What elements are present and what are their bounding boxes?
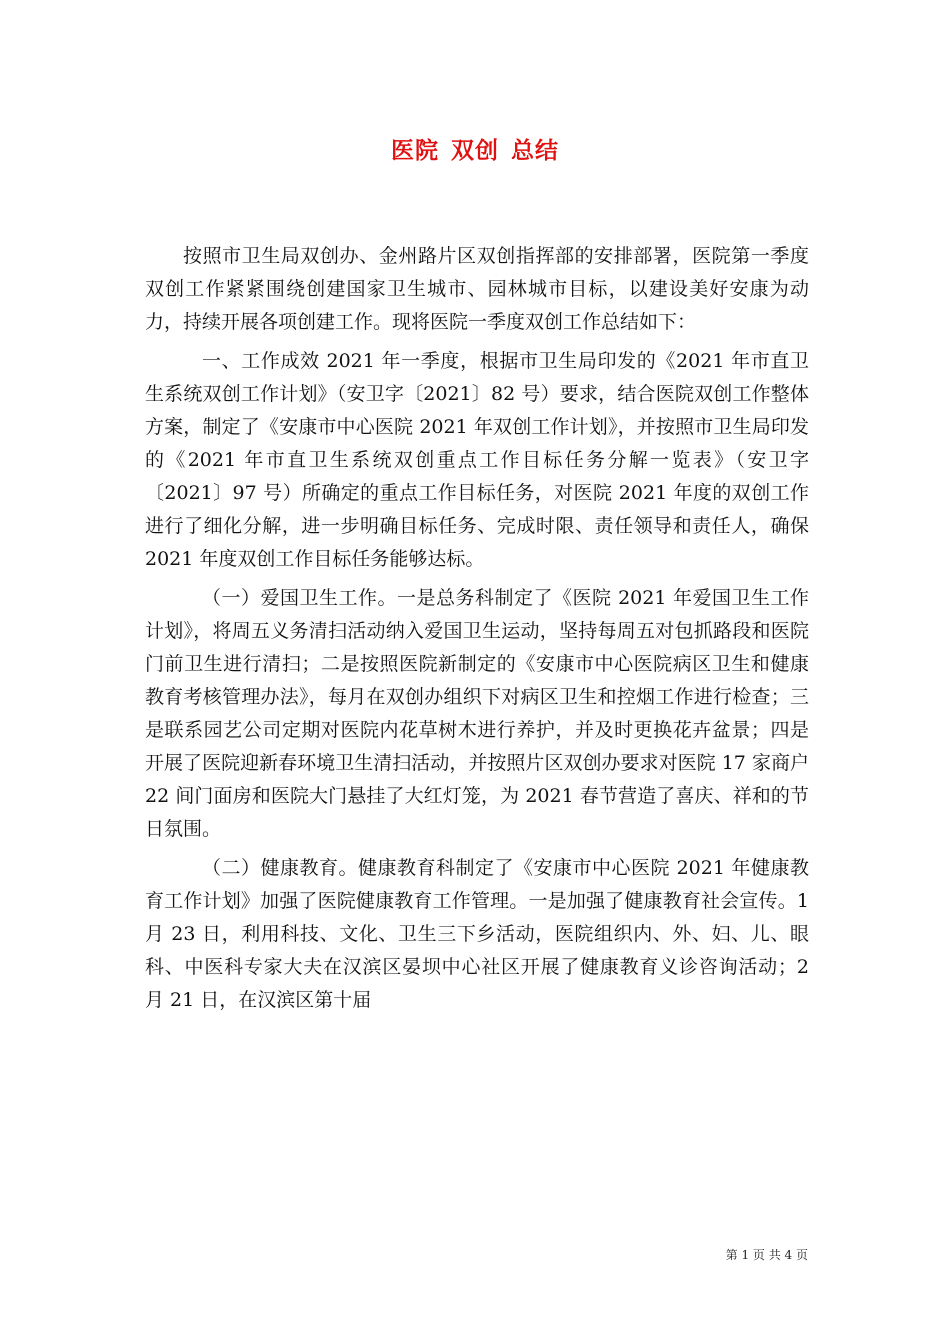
title-word-2: 双创 — [451, 137, 499, 164]
paragraph-work-results: 一、工作成效 2021 年一季度，根据市卫生局印发的《2021 年市直卫生系统双创工作计划》（安卫字〔2021〕82 号）要求，结合医院双创工作整体方案，制定了《安康市中心医院 2021 年双创工作计划》，并按照市卫生局印发的《2021 年市直卫生系统双创重点工作目标任务分解一览表》（安卫字〔2021〕97 号）所确定的重点工作目标任务，对医院 2021 年度的双创工作进行了细化分解，进一步明确目标任务、完成时限、责任领导和责任人，确保 2021 年度双创工作目标任务能够达标。 — [145, 350, 809, 570]
title-word-1: 医院 — [391, 137, 439, 164]
document-body — [145, 240, 809, 1017]
title-word-3: 总结 — [511, 137, 559, 164]
paragraph-intro: 按照市卫生局双创办、金州路片区双创指挥部的安排部署，医院第一季度双创工作紧紧围绕创建国家卫生城市、园林城市目标，以建设美好安康为动力，持续开展各项创建工作。现将医院一季度双创工作总结如下： — [145, 245, 809, 333]
page-number-footer: 第 1 页 共 4 页 — [725, 1248, 808, 1262]
document-title — [0, 132, 950, 165]
paragraph-patriotic-health: （一）爱国卫生工作。一是总务科制定了《医院 2021 年爱国卫生工作计划》，将周五义务清扫活动纳入爱国卫生运动，坚持每周五对包抓路段和医院门前卫生进行清扫；二是按照医院新制定的《安康市中心医院病区卫生和健康教育考核管理办法》，每月在双创办组织下对病区卫生和控烟工作进行检查；三是联系园艺公司定期对医院内花草树木进行养护，并及时更换花卉盆景；四是开展了医院迎新春环境卫生清扫活动，并按照片区双创办要求对医院 17 家商户 22 间门面房和医院大门悬挂了大红灯笼，为 2021 春节营造了喜庆、祥和的节日氛围。 — [145, 587, 809, 840]
paragraph-health-education: （二）健康教育。健康教育科制定了《安康市中心医院 2021 年健康教育工作计划》加强了医院健康教育工作管理。一是加强了健康教育社会宣传。1 月 23 日，利用科技、文化、卫生三下乡活动，医院组织内、外、妇、儿、眼科、中医科专家大夫在汉滨区晏坝中心社区开展了健康教育义诊咨询活动；2 月 21 日，在汉滨区第十届 — [145, 857, 809, 1011]
